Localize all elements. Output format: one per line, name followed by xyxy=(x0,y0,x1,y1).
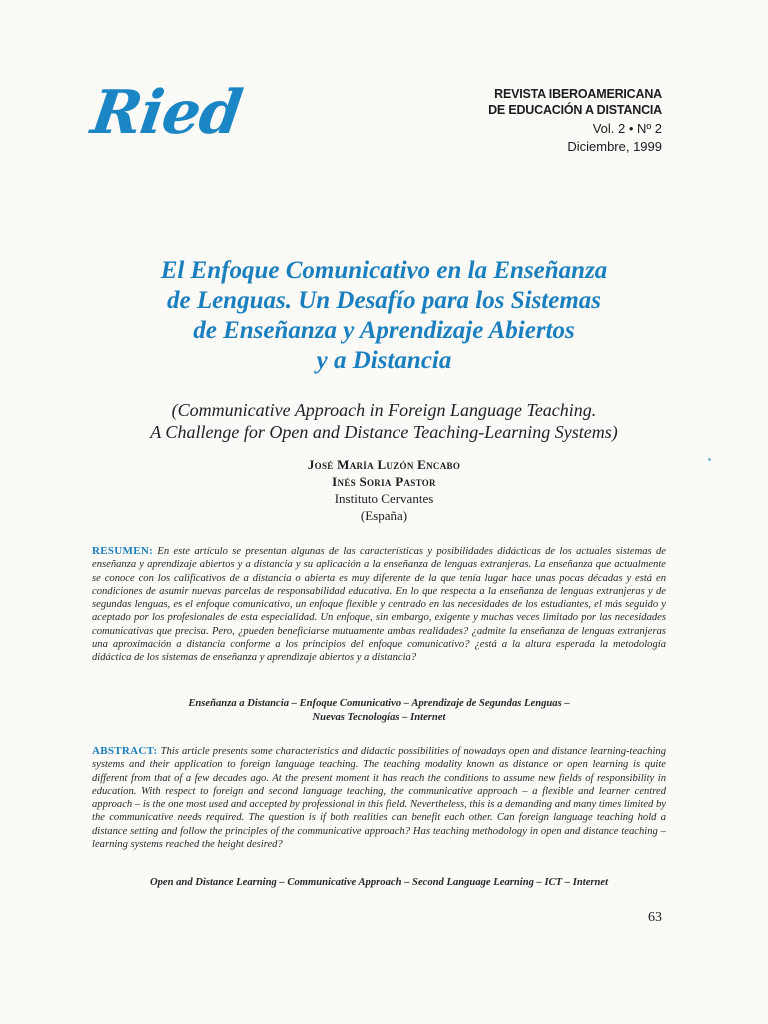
subtitle-line: (Communicative Approach in Foreign Language Teaching. xyxy=(171,400,597,420)
journal-issue: Vol. 2 • Nº 2 xyxy=(592,121,662,136)
resumen-text: En este artículo se presentan algunas de las características y posibilidades didácticas de los actuales sistemas de enseñanza y aprendizaje abiertos y a distancia y su aplicación a la enseñanza de lenguas extranjeras. La enseñanza que actualmente se conoce con los calificativos de a distancia o abierta es muy diferente de la que tenía lugar hace unas pocas décadas y está en condiciones de asumir nuevas parcelas de responsabilidad educativa. En lo que respecta a la enseñanza de lenguas extranjeras y de segundas lenguas, es el enfoque comunicativo, un enfoque flexible y centrado en las necesidades de los estudiantes, el más seguido y aceptado por los profesionales de esta especialidad. Un enfoque, sin embargo, exigente y muchas veces limitado por las necesidades comunicativas que precisa. Pero, ¿pueden beneficiarse mutuamente ambas realidades? ¿admite la enseñanza de lenguas extranjeras una aproximación a distancia conforme a los principios del enfoque comunicativo? ¿está a la altura esperada la metodología didáctica de los sistemas de enseñanza y aprendizaje abiertos y a distancia? xyxy=(92,546,666,664)
title-line: de Lenguas. Un Desafío para los Sistemas xyxy=(166,287,602,314)
abstract-label: ABSTRACT: xyxy=(92,745,158,757)
title-line: y a Distancia xyxy=(316,347,452,374)
journal-name-line1: REVISTA IBEROAMERICANA xyxy=(494,87,662,101)
keywords-line: Nuevas Tecnologías – Internet xyxy=(312,711,446,723)
title-line: de Enseñanza y Aprendizaje Abiertos xyxy=(193,317,575,344)
page-number: 63 xyxy=(648,910,662,925)
article-subtitle xyxy=(60,399,708,443)
article-title xyxy=(60,256,708,376)
journal-header xyxy=(488,86,662,156)
author-name: Inés Soria Pastor xyxy=(332,474,436,489)
resumen-keywords xyxy=(92,697,666,724)
journal-date: Diciembre, 1999 xyxy=(567,139,662,154)
abstract-keywords: Open and Distance Learning – Communicative Approach – Second Language Learning – ICT – Internet xyxy=(149,877,609,888)
abstract-section xyxy=(92,745,666,851)
title-line: El Enfoque Comunicativo en la Enseñanza xyxy=(160,257,608,284)
author-name: José María Luzón Encabo xyxy=(307,457,461,472)
subtitle-line: A Challenge for Open and Distance Teaching-Learning Systems) xyxy=(150,422,618,442)
author-country: (España) xyxy=(360,508,408,523)
journal-logo: Ried xyxy=(87,78,246,148)
abstract-text: This article presents some characteristics and didactic possibilities of nowadays open and distance learning-teaching systems and their application to foreign language teaching. The teaching modality known as distance or open learning is quite different from that of a few decades ago. At the present moment it has reach the conditions to assume new fields of responsibility in education. With respect to foreign and second language teaching, the communicative approach – a flexible and learner centred approach – is the one most used and accepted by professional in this field. Nevertheless, this is a demanding and many times limited by the communicative needs required. The question is if both realities can benefit each other. Can foreign language teaching hold a distance setting and follow the principles of the communicative approach? Has teaching methodology in open and distance teaching – learning systems reached the height desired? xyxy=(92,746,666,851)
scan-speck xyxy=(708,458,711,461)
author-institution: Instituto Cervantes xyxy=(334,491,434,506)
journal-name-line2: DE EDUCACIÓN A DISTANCIA xyxy=(488,103,662,117)
resumen-label: RESUMEN: xyxy=(92,545,154,557)
keywords-line: Enseñanza a Distancia – Enfoque Comunicativo – Aprendizaje de Segundas Lenguas – xyxy=(188,698,570,709)
author-block xyxy=(0,456,768,524)
resumen-section xyxy=(92,545,666,665)
